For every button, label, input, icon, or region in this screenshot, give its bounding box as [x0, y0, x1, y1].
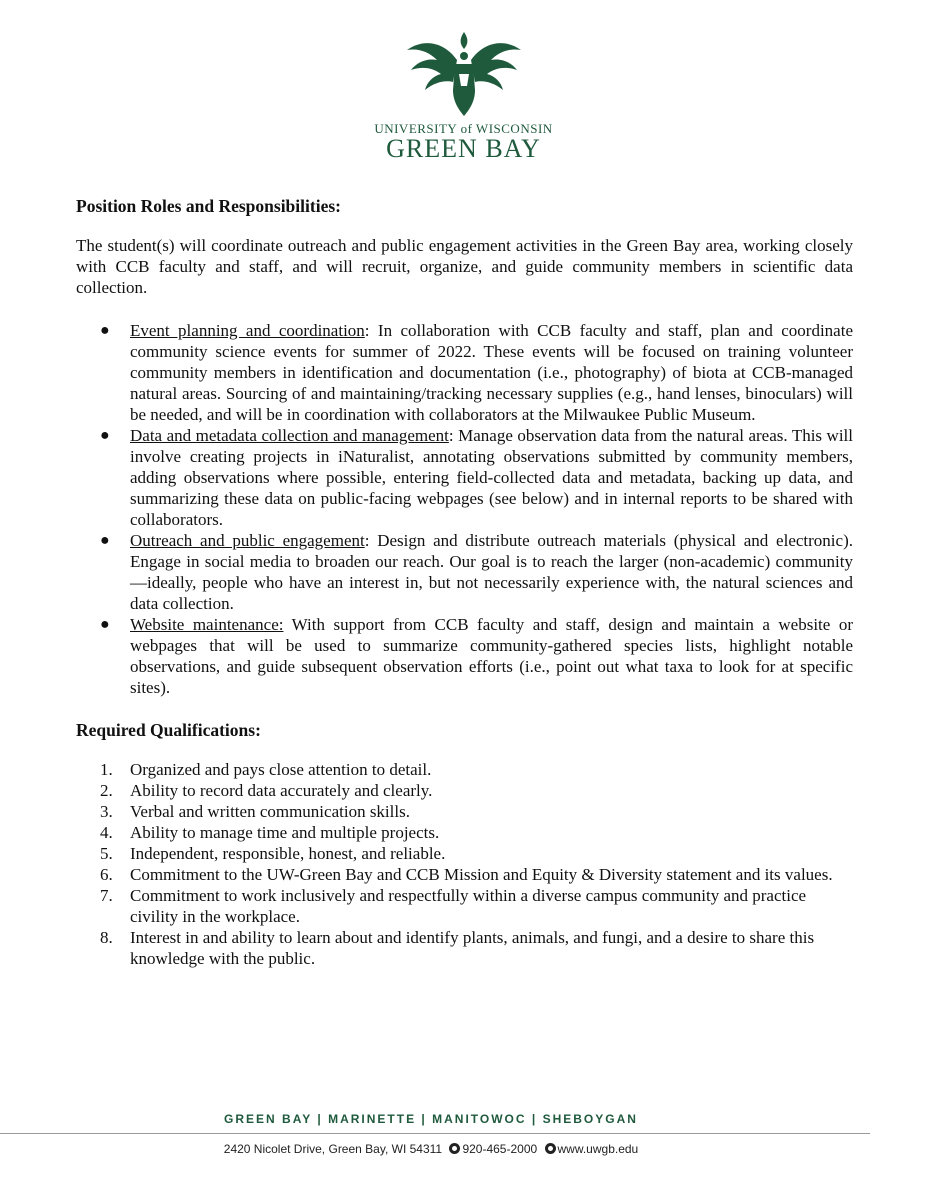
section-heading-qualifications: Required Qualifications:: [76, 720, 261, 740]
section-heading-roles: Position Roles and Responsibilities:: [76, 196, 341, 216]
role-title: Data and metadata collection and management: [130, 426, 449, 445]
list-item: 5. Independent, responsible, honest, and reliable.: [100, 844, 446, 863]
list-item: 8. Interest in and ability to learn about and identify plants, animals, and fungi, and a desire to share this knowledge with the public.: [100, 928, 815, 968]
role-text: : Design and distribute outreach materials (physical and electronic). Engage in social media to broaden our reach. Our goal is to reach the larger (non-academic) community—ideally, people who have an interest in, but not necessarily experience with, the natural sciences and data collection.: [130, 531, 853, 613]
bullet-icon: ●: [100, 322, 110, 339]
list-item: [76, 425, 853, 530]
list-item: 1. Organized and pays close attention to detail.: [100, 760, 432, 779]
list-item: 4. Ability to manage time and multiple projects.: [100, 823, 440, 842]
role-text: With support from CCB faculty and staff, design and maintain a website or webpages that will be used to summarize community-gathered species lists, highlight notable observations, and guide subsequent observation efforts (i.e., point out what taxa to look for at specific sites).: [130, 615, 853, 697]
role-title: Event planning and coordination: [130, 321, 365, 340]
role-text: : Manage observation data from the natural areas. This will involve creating projects in iNaturalist, annotating observations submitted by community members, adding observations where possible, entering field-collected data and metadata, backing up data, and summarizing these data on public-facing webpages (see below) and in internal reports to be shared with collaborators.: [130, 426, 853, 529]
university-name-line2: GREEN BAY: [386, 134, 541, 163]
role-title: Website maintenance:: [130, 615, 284, 634]
bullet-icon: ●: [100, 427, 110, 444]
footer-divider: [0, 1133, 870, 1134]
bullet-icon: ●: [100, 616, 110, 633]
role-text: : In collaboration with CCB faculty and staff, plan and coordinate community science events for summer of 2022. These events will be focused on training volunteer community members in identification and documentation (i.e., photography) of biota at CCB-managed natural areas. Sourcing of and maintaining/tracking necessary supplies (e.g., hand lenses, binoculars) will be needed, and will be in coordination with collaborators at the Milwaukee Public Museum.: [130, 321, 853, 424]
bullet-icon: ●: [100, 532, 110, 549]
list-item: [76, 320, 853, 425]
roles-list: [76, 320, 853, 698]
university-name-line1: UNIVERSITY of WISCONSIN: [374, 121, 553, 136]
list-item: [76, 614, 853, 698]
phone-icon: [449, 1143, 460, 1154]
list-item: 3. Verbal and written communication skills.: [100, 802, 410, 821]
list-item: 6. Commitment to the UW-Green Bay and CCB Mission and Equity & Diversity statement and its values.: [100, 865, 833, 884]
document-body: [76, 196, 853, 969]
footer-phone[interactable]: 920-465-2000: [462, 1142, 538, 1156]
globe-icon: [545, 1143, 556, 1154]
role-title: Outreach and public engagement: [130, 531, 365, 550]
footer-website-link[interactable]: www.uwgb.edu: [557, 1142, 639, 1156]
list-item: [76, 530, 853, 614]
footer-campuses: GREEN BAY | MARINETTE | MANITOWOC | SHEBOYGAN: [224, 1112, 638, 1126]
phoenix-icon: [399, 30, 529, 118]
university-logo: [0, 30, 927, 118]
list-item: 7. Commitment to work inclusively and respectfully within a diverse campus community and practice civility in the workplace.: [100, 886, 807, 926]
list-item: 2. Ability to record data accurately and clearly.: [100, 781, 433, 800]
footer-address: 2420 Nicolet Drive, Green Bay, WI 54311: [223, 1142, 443, 1156]
footer-contact: [0, 1142, 862, 1156]
intro-paragraph: The student(s) will coordinate outreach and public engagement activities in the Green Bay area, working closely with CCB faculty and staff, and will recruit, organize, and guide community members in scientific data collection.: [76, 236, 853, 297]
qualifications-list: [76, 759, 853, 969]
